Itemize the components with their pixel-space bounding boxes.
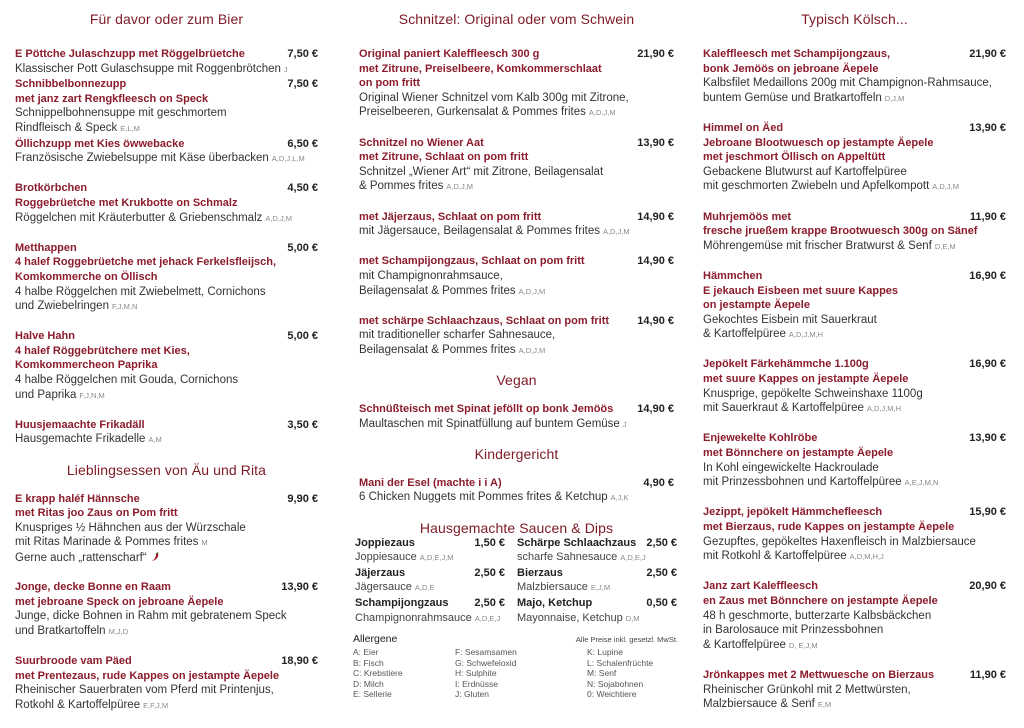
dish-description — [15, 521, 318, 536]
menu-item — [703, 357, 1006, 416]
sauce-description-text: scharfe Sahnesauce — [517, 551, 618, 564]
dish-description — [359, 490, 674, 506]
menu-item — [15, 329, 318, 403]
dish-name: met jebroane Speck on jebroane Äepele — [15, 595, 224, 608]
allergen-codes: A,D,J,M — [518, 286, 546, 296]
menu-item — [359, 402, 674, 432]
dish-name: met jeschmort Öllisch on Appeltütt — [703, 151, 886, 164]
dish-description — [703, 327, 1006, 343]
dish-name: Öllichzupp met Kies öwwebacke — [15, 137, 185, 150]
dish-price: 15,90 € — [969, 506, 1006, 519]
dish-name: on jestampte Äepele — [703, 299, 810, 312]
allergen-entry: G: Schwefeloxid — [455, 657, 517, 668]
dish-price: 9,90 € — [287, 492, 318, 505]
dish-description — [703, 623, 1006, 638]
allergen-codes: D,E,M — [934, 241, 956, 251]
dish-name: Komkommerche on Öllisch — [15, 270, 158, 283]
dish-price: 21,90 € — [969, 48, 1006, 60]
menu-item — [703, 505, 1006, 564]
allergen-codes: A,M — [148, 435, 162, 445]
sauce-description-text: Mayonnaise, Ketchup — [517, 611, 623, 624]
menu-item — [15, 241, 318, 315]
allergen-entry: K: Lupine — [587, 647, 623, 657]
dish-name: met Zitrune, Schlaat on pom fritt — [359, 151, 529, 164]
dish-price: 18,90 € — [281, 655, 318, 668]
description-text: mit traditioneller scharfer Sahnesauce, — [359, 329, 556, 342]
dish-description — [703, 535, 1006, 550]
dish-description — [15, 432, 318, 448]
dish-name: E Pöttche Julaschzupp met Röggelbrüetche — [15, 48, 245, 60]
dish-name: met Bönnchere on jestampte Äepele — [703, 447, 894, 460]
allergen-entry: B: Fisch — [353, 657, 384, 668]
description-text: Gezupftes, gepökeltes Haxenfleisch in Malzbiersauce — [703, 535, 976, 548]
dish-name: Schnitzel no Wiener Aat — [359, 136, 484, 149]
menu-item — [15, 47, 318, 77]
allergen-entry: A: Eier — [353, 647, 379, 657]
description-text: Knuspriges ½ Hähnchen aus der Würzschale — [15, 521, 246, 534]
dish-price: 21,90 € — [637, 48, 674, 60]
dish-name: met Ritas joo Zaus on Pom fritt — [15, 507, 178, 520]
dish-price: 4,90 € — [643, 476, 674, 489]
dish-price: 20,90 € — [969, 580, 1006, 593]
dish-name: Hämmchen — [703, 269, 763, 282]
description-text: Maultaschen mit Spinatfüllung auf buntem Gemüse — [359, 417, 620, 430]
sauce-price: 1,50 € — [474, 536, 505, 549]
dish-name: Metthappen — [15, 241, 77, 254]
dish-description — [15, 609, 318, 624]
allergen-codes: E,M — [817, 700, 832, 710]
dish-name: Suurbroode vam Päed — [15, 655, 132, 668]
sauce-description-text: Champignonrahmsauce — [355, 611, 472, 624]
section-heading: Lieblingsessen von Äu und Rita — [66, 461, 267, 478]
allergen-codes: D, E,J,M — [788, 640, 818, 650]
menu-item — [703, 431, 1006, 490]
dish-name: E krapp haléf Hännsche — [15, 492, 140, 505]
dish-price: 13,90 € — [281, 581, 318, 594]
section-heading: Schnitzel: Original oder vom Schwein — [398, 11, 635, 27]
allergen-entry: I: Erdnüsse — [455, 678, 498, 689]
dish-description — [359, 165, 674, 180]
description-text: Kalbsfilet Medaillons 200g mit Champignon-Rahmsauce, — [703, 77, 992, 90]
allergen-heading: Allergene — [353, 633, 398, 645]
menu-item — [703, 269, 1006, 343]
dish-name: Jrönkappes met 2 Mettwuesche on Bierzaus — [703, 668, 935, 681]
dish-price: 6,50 € — [287, 137, 318, 150]
description-text: in Barolosauce mit Prinzessbohnen — [703, 624, 884, 637]
dish-name: met Bierzaus, rude Kappes on jestampte Äepele — [703, 521, 955, 533]
menu-item — [703, 121, 1006, 195]
section-heading: Für davor oder zum Bier — [89, 11, 244, 27]
allergen-codes: A,D,J,M,H — [788, 330, 824, 340]
allergen-list — [353, 647, 678, 700]
menu-item — [359, 47, 674, 121]
dish-description — [15, 683, 318, 698]
menu-item — [15, 580, 318, 639]
sauce-name: Majo, Ketchup — [517, 597, 593, 609]
dish-description — [359, 105, 674, 121]
allergen-entry: L: Schalenfrüchte — [587, 657, 654, 668]
dish-description — [703, 638, 1006, 654]
chili-icon — [151, 552, 160, 562]
dish-description — [703, 549, 1006, 565]
allergen-codes: F,J,N,M — [79, 390, 105, 400]
dish-name: Janz zart Kaleffleesch — [703, 580, 818, 593]
dish-price: 5,00 € — [287, 241, 318, 254]
sauce-price: 2,50 € — [646, 536, 677, 549]
sauces-heading: Hausgemachte Saucen & Dips — [419, 519, 614, 536]
dish-description — [359, 224, 674, 240]
allergen-codes: F,J,M,N — [111, 302, 138, 312]
menu-item — [359, 314, 674, 359]
sauce-price: 2,50 € — [646, 566, 677, 579]
dish-description — [359, 343, 674, 359]
allergen-entry: D: Milch — [353, 678, 384, 689]
sauce-description — [355, 580, 505, 596]
dish-name: Huusjemaachte Frikadäll — [15, 418, 145, 431]
dish-name: met Zitrune, Preiselbeere, Komkommerschlaat — [359, 62, 602, 75]
dish-price: 16,90 € — [969, 269, 1006, 282]
dish-name: fresche jrueßem krappe Brootwuesch 300g on Sänef — [703, 225, 978, 238]
description-text: Beilagensalat & Pommes frites — [359, 284, 516, 297]
dish-price: 13,90 € — [969, 432, 1006, 445]
dish-description — [703, 609, 1006, 624]
description-text: & Pommes frites — [359, 180, 444, 193]
section-heading: Vegan — [496, 372, 537, 389]
sauce-description-text: Jägersauce — [355, 581, 412, 594]
dish-name: Mani der Esel (machte i i A) — [359, 476, 502, 489]
description-text: 6 Chicken Nuggets mit Pommes frites & Ketchup — [359, 491, 608, 504]
dish-description — [703, 475, 1006, 491]
allergen-codes: A,D,J,M,H — [866, 404, 902, 414]
menu-column-left — [15, 12, 318, 728]
dish-name: Halve Hahn — [15, 330, 75, 343]
dish-description — [15, 299, 318, 315]
dish-description — [703, 461, 1006, 476]
description-text: und Zwiebelringen — [15, 300, 109, 313]
dish-price: 13,90 € — [637, 136, 674, 149]
dish-name: Brotkörbchen — [15, 182, 88, 195]
dish-description — [703, 697, 1006, 713]
description-text: mit Prinzessbohnen und Kartoffelpüree — [703, 476, 902, 489]
dish-description — [15, 388, 318, 404]
dish-price: 11,90 € — [969, 210, 1006, 223]
sauce-name: Jäjerzaus — [355, 566, 406, 579]
dish-description — [15, 285, 318, 300]
description-text: & Kartoffelpüree — [703, 328, 786, 341]
menu-column-right — [703, 12, 1006, 727]
sauce-item — [517, 596, 677, 626]
description-text: Original Wiener Schnitzel vom Kalb 300g mit Zitrone, — [359, 91, 629, 104]
allergen-codes: E,J,M — [590, 583, 611, 593]
dish-name: E jekauch Eisbeen met suure Kappes — [703, 284, 899, 297]
allergen-codes: A,E,J,M,N — [904, 478, 939, 488]
allergen-codes: A,D,J,M — [588, 108, 616, 118]
description-text: Beilagensalat & Pommes frites — [359, 343, 516, 356]
dish-price: 14,90 € — [637, 314, 674, 327]
dish-name: Schnüßteisch met Spinat jeföllt op bonk Jemöös — [359, 403, 614, 416]
sauce-description-text: Malzbiersauce — [517, 581, 588, 594]
allergen-entry: F: Sesamsamen — [455, 647, 517, 657]
allergen-codes: A,D,J,M — [932, 182, 959, 192]
allergen-legend — [353, 633, 678, 700]
allergen-codes: A,D,E — [414, 583, 435, 593]
description-text: Junge, dicke Bohnen in Rahm mit gebratenem Speck — [15, 610, 287, 623]
allergen-codes: A,D,E,J — [620, 553, 646, 563]
dish-name: on pom fritt — [359, 77, 421, 90]
dish-description — [15, 211, 318, 227]
sauce-price: 0,50 € — [646, 597, 677, 609]
description-text: Rheinischer Sauerbraten vom Pferd mit Printenjus, — [15, 684, 274, 697]
dish-description — [703, 387, 1006, 402]
menu-item — [359, 136, 674, 195]
menu-item — [15, 181, 318, 226]
dish-description — [15, 373, 318, 388]
description-text: mit Champignonrahmsauce, — [359, 269, 503, 282]
vat-note: Alle Preise inkl. gesetzl. MwSt. — [575, 635, 678, 644]
dish-price: 3,50 € — [287, 418, 318, 431]
sauce-description — [355, 550, 505, 566]
sauce-name: Joppiezaus — [355, 536, 415, 549]
dish-name: Jebroane Blootwuesch op jestampte Äepele — [703, 136, 934, 149]
menu-item — [359, 254, 674, 299]
menu-item — [15, 137, 318, 167]
sauce-description-text: Joppiesauce — [355, 551, 417, 564]
dish-name: met janz zart Rengkfleesch on Speck — [15, 92, 209, 105]
dish-name: Enjewekelte Kohlröbe — [703, 432, 818, 445]
menu-item — [703, 579, 1006, 653]
dish-description — [703, 91, 1006, 107]
allergen-codes: A,D,E,J — [474, 613, 501, 623]
allergen-codes: A,D,M,H,J — [849, 552, 884, 562]
dish-name: 4 halef Roggebrüetche met jehack Ferkelsfleijsch, — [15, 256, 277, 269]
dish-name: Schnibbelbonnezupp — [15, 78, 127, 91]
dish-name: Komkommercheon Paprika — [15, 359, 158, 372]
dish-description — [359, 269, 674, 284]
description-text: 48 h geschmorte, butterzarte Kalbsbäckchen — [703, 609, 932, 622]
dish-name: met Schampijongzaus, Schlaat on pom fritt — [359, 255, 585, 268]
allergen-codes: J — [283, 64, 288, 74]
sauce-name: Bierzaus — [517, 566, 563, 579]
dish-description — [15, 698, 318, 714]
dish-name: Jonge, decke Bonne en Raam — [15, 581, 171, 594]
allergen-entry: 0: Weichtiere — [587, 689, 637, 699]
dish-name: met suure Kappes on jestampte Äepele — [703, 373, 909, 386]
allergen-codes: A,D,J,M — [602, 227, 630, 237]
dish-price: 13,90 € — [969, 121, 1006, 134]
allergen-entry: E: Sellerie — [353, 689, 392, 699]
allergen-entry: C: Krebstiere — [353, 668, 403, 678]
dish-price: 5,00 € — [287, 330, 318, 343]
dish-name: Roggebrüetche met Krukbotte on Schmalz — [15, 196, 238, 209]
menu-item — [15, 77, 318, 136]
sauce-item — [355, 536, 505, 566]
description-text: Röggelchen mit Kräuterbutter & Griebenschmalz — [15, 211, 263, 224]
dish-description — [703, 179, 1006, 195]
description-text: Rotkohl & Kartoffelpüree — [15, 698, 141, 711]
dish-name: met Jäjerzaus, Schlaat on pom fritt — [359, 210, 542, 223]
menu-item — [15, 492, 318, 566]
description-text: Preiselbeeren, Gurkensalat & Pommes frites — [359, 106, 586, 119]
sauce-description — [517, 580, 677, 596]
description-text: In Kohl eingewickelte Hackroulade — [703, 461, 879, 474]
dish-description — [15, 106, 318, 121]
allergen-entry: H: Sulphite — [455, 668, 497, 678]
description-text: Rheinischer Grünkohl mit 2 Mettwürsten, — [703, 683, 911, 696]
sauce-item — [517, 566, 677, 596]
description-text: mit Ritas Marinade & Pommes frites — [15, 536, 199, 549]
allergen-codes: M,J,D — [108, 626, 129, 636]
allergen-codes: A,D,J,M — [265, 213, 293, 223]
dish-description — [15, 535, 318, 551]
dish-description — [703, 683, 1006, 698]
sauce-description — [517, 550, 677, 566]
dish-name: en Zaus met Bönnchere on jestampte Äepele — [703, 594, 938, 607]
sauce-price: 2,50 € — [474, 566, 505, 579]
description-text: buntem Gemüse und Bratkartoffeln — [703, 91, 882, 104]
allergen-entry: J: Gluten — [455, 689, 490, 699]
menu-item — [15, 418, 318, 448]
section-heading: Typisch Kölsch... — [801, 11, 908, 27]
menu-item — [359, 476, 674, 506]
dish-price: 11,90 € — [969, 668, 1006, 681]
description-text: Schnippelbohnensuppe mit geschmortem — [15, 107, 227, 120]
dish-name: Original paniert Kaleffleesch 300 g — [359, 48, 540, 60]
allergen-codes: A,J,K — [610, 493, 629, 503]
dish-description — [359, 328, 674, 343]
allergen-codes: D,M — [625, 613, 640, 623]
description-text: Möhrengemüse mit frischer Bratwurst & Senf — [703, 239, 932, 252]
dish-name: Himmel on Äed — [703, 121, 784, 134]
sauce-item — [517, 536, 677, 566]
allergen-codes: D,J,M — [884, 93, 905, 103]
allergen-codes: J — [622, 419, 627, 429]
dish-description — [703, 239, 1006, 255]
description-text: Hausgemachte Frikadelle — [15, 433, 146, 446]
dish-name: Jezippt, jepökelt Hämmchefleesch — [703, 506, 883, 519]
sauce-item — [355, 596, 505, 626]
dish-description — [15, 62, 318, 78]
dish-price: 14,90 € — [637, 255, 674, 268]
dish-price: 16,90 € — [969, 358, 1006, 371]
dish-description — [703, 165, 1006, 180]
dish-description — [703, 401, 1006, 417]
menu-item — [703, 668, 1006, 713]
sauce-item — [355, 566, 505, 596]
menu-item — [15, 654, 318, 713]
dish-name: 4 halef Röggebrütchere met Kies, — [15, 344, 190, 357]
description-text: Knusprige, gepökelte Schweinshaxe 1100g — [703, 387, 923, 400]
dish-description — [359, 284, 674, 300]
description-text: Malzbiersauce & Senf — [703, 698, 815, 711]
sauce-name: Schärpe Schlaachzaus — [517, 536, 637, 549]
dish-name: met Prentezaus, rude Kappes on jestampte Äepele — [15, 669, 280, 682]
dish-description — [15, 151, 318, 167]
dish-description — [703, 76, 1006, 91]
description-text: mit geschmorten Zwiebeln und Apfelkompott — [703, 180, 930, 193]
description-text: und Bratkartoffeln — [15, 624, 106, 637]
dish-name: Muhrjemöös met — [703, 210, 792, 223]
allergen-codes: M — [201, 538, 208, 548]
allergen-codes: E,L,M — [120, 123, 140, 133]
sauce-description — [517, 611, 677, 627]
allergen-codes: A,D,J,M — [518, 345, 546, 355]
note-text: Gerne auch „rattenscharf“ — [15, 552, 147, 564]
dish-price: 14,90 € — [637, 210, 674, 223]
allergen-entry: N: Sojabohnen — [587, 678, 644, 689]
dish-name: Jepökelt Färkehämmche 1.100g — [703, 358, 869, 371]
dish-price: 7,50 € — [287, 48, 318, 60]
dish-price: 4,50 € — [287, 182, 318, 195]
dish-description — [15, 624, 318, 640]
dish-name: met schärpe Schlaachzaus, Schlaat on pom fritt — [359, 314, 610, 327]
allergen-codes: A,D,J,M — [446, 182, 474, 192]
description-text: Gebackene Blutwurst auf Kartoffelpüree — [703, 165, 907, 178]
description-text: Gekochtes Eisbein mit Sauerkraut — [703, 313, 877, 326]
dish-description — [703, 313, 1006, 328]
description-text: mit Rotkohl & Kartoffelpüree — [703, 550, 847, 563]
dish-price: 14,90 € — [637, 403, 674, 416]
description-text: mit Jägersauce, Beilagensalat & Pommes frites — [359, 225, 600, 238]
description-text: & Kartoffelpüree — [703, 638, 786, 651]
dish-note — [15, 551, 318, 566]
description-text: Schnitzel „Wiener Art“ mit Zitrone, Beilagensalat — [359, 165, 604, 178]
sauce-description — [355, 611, 505, 627]
dish-name: bonk Jemöös on jebroane Äepele — [703, 62, 879, 75]
sauce-price: 2,50 € — [474, 597, 505, 609]
description-text: und Paprika — [15, 388, 77, 401]
dish-description — [359, 417, 674, 433]
description-text: Französische Zwiebelsuppe mit Käse überbacken — [15, 152, 269, 165]
dish-description — [359, 179, 674, 195]
allergen-codes: E,F,J,M — [143, 700, 169, 710]
description-text: 4 halbe Röggelchen mit Gouda, Cornichons — [15, 374, 239, 387]
menu-column-middle — [355, 11, 677, 626]
description-text: mit Sauerkraut & Kartoffelpüree — [703, 402, 864, 415]
allergen-codes: A,D,E,J,M — [419, 553, 454, 563]
menu-item — [703, 210, 1006, 255]
description-text: Rindfleisch & Speck — [15, 121, 118, 134]
dish-description — [359, 91, 674, 106]
menu-item — [703, 47, 1006, 106]
description-text: 4 halbe Röggelchen mit Zwiebelmett, Cornichons — [15, 285, 266, 298]
section-heading: Kindergericht — [474, 445, 559, 462]
allergen-entry: M: Senf — [587, 668, 617, 678]
allergen-codes: A,D,J,L,M — [271, 154, 305, 164]
dish-description — [15, 121, 318, 137]
menu-item — [359, 210, 674, 240]
dish-name: Kaleffleesch met Schampijongzaus, — [703, 48, 891, 60]
description-text: Klassischer Pott Gulaschsuppe mit Roggenbrötchen — [15, 62, 281, 75]
sauces-list — [355, 536, 677, 627]
dish-price: 7,50 € — [287, 78, 318, 91]
sauce-name: Schampijongzaus — [355, 597, 449, 609]
